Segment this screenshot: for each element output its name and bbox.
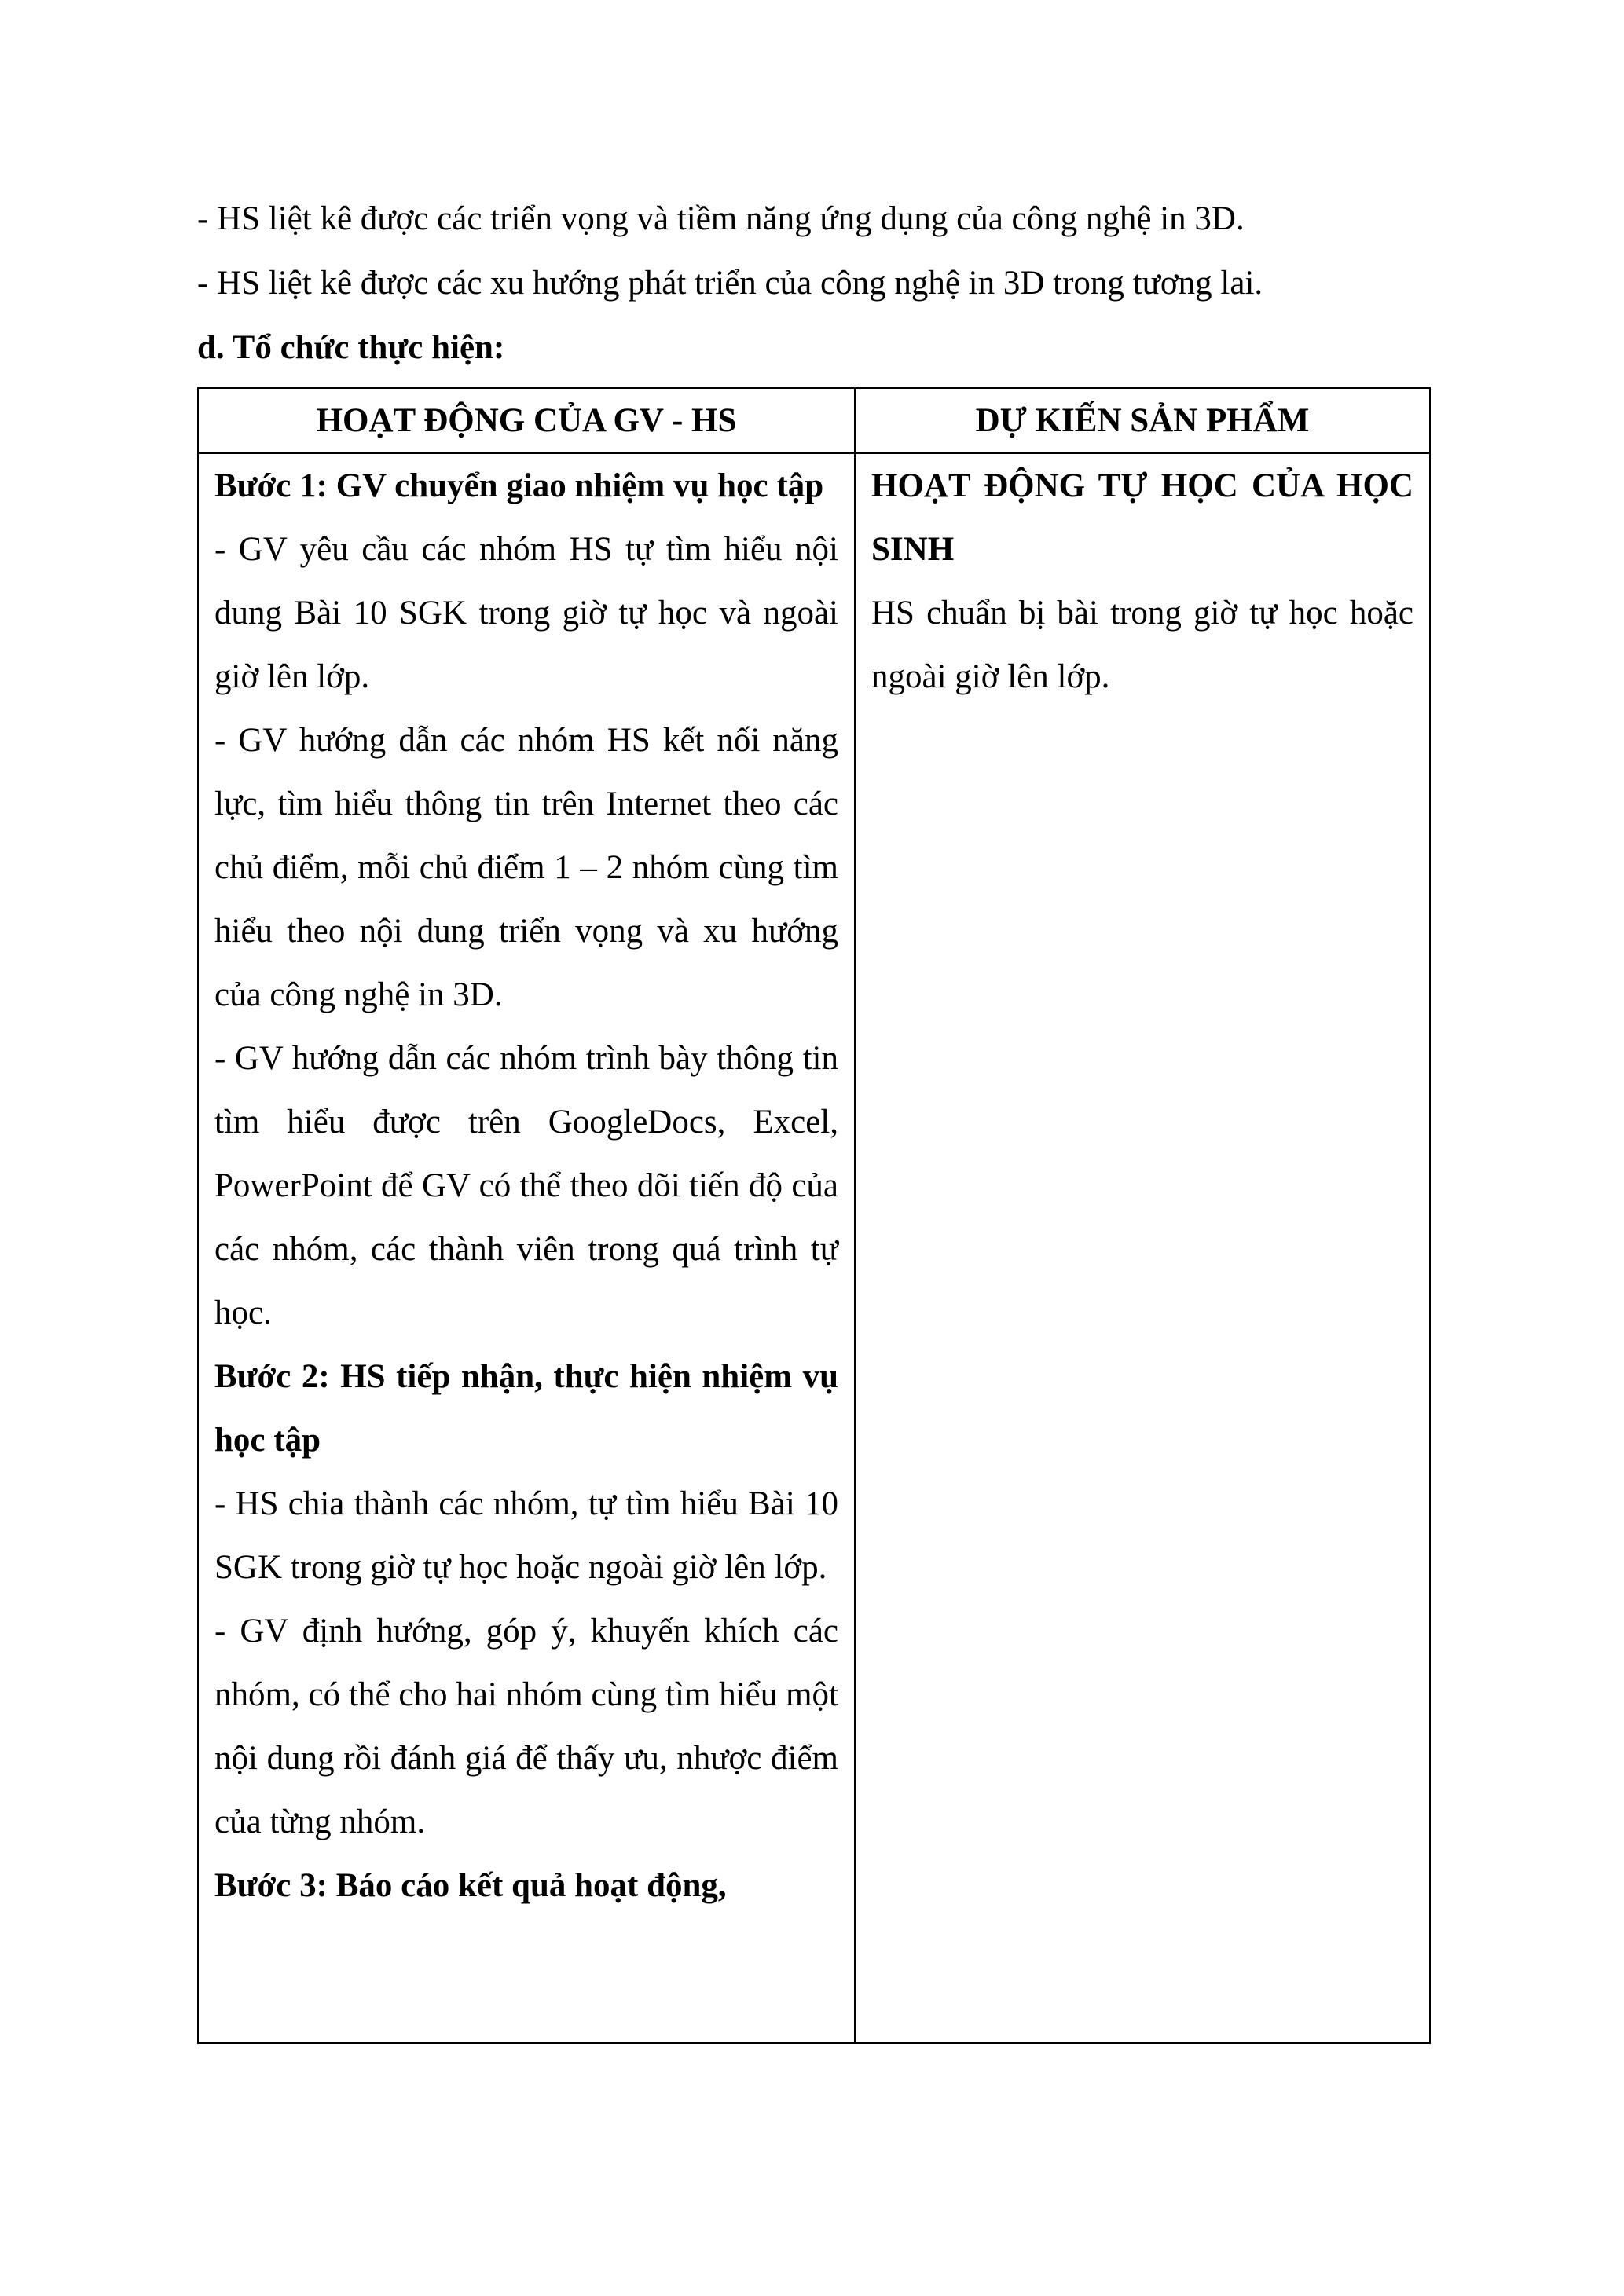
step-1-paragraph-1: - GV yêu cầu các nhóm HS tự tìm hiểu nội dung Bài 10 SGK trong giờ tự học và ngoài giờ lên lớp. [214,531,838,695]
header-teacher-student-activity: HOẠT ĐỘNG CỦA GV - HS [198,388,855,453]
step-2-paragraph-1: - HS chia thành các nhóm, tự tìm hiểu Bài 10 SGK trong giờ tự học hoặc ngoài giờ lên lớp. [214,1485,838,1586]
step-1-title: Bước 1: GV chuyển giao nhiệm vụ học tập [214,467,824,504]
step-3-title: Bước 3: Báo cáo kết quả hoạt động, [214,1867,727,1904]
section-heading: d. Tổ chức thực hiện: [197,329,505,366]
header-expected-product: DỰ KIẾN SẢN PHẨM [855,388,1430,453]
step-2-title: Bước 2: HS tiếp nhận, thực hiện nhiệm vụ học tập [214,1358,838,1459]
table-row [198,453,1430,2043]
activity-cell [198,453,855,2043]
self-study-title: HOẠT ĐỘNG TỰ HỌC CỦA HỌC SINH [871,467,1413,568]
step-2-paragraph-2: - GV định hướng, góp ý, khuyến khích các nhóm, có thể cho hai nhóm cùng tìm hiểu một nội dung rồi đánh giá để thấy ưu, nhược điểm của từng nhóm. [214,1613,838,1840]
step-1-paragraph-3: - GV hướng dẫn các nhóm trình bày thông tin tìm hiểu được trên GoogleDocs, Excel, PowerPoint để GV có thể theo dõi tiến độ của các nhóm, các thành viên trong quá trình tự học. [214,1040,838,1331]
activity-table [197,387,1431,2044]
objective-line-2: - HS liệt kê được các xu hướng phát triển của công nghệ in 3D trong tương lai. [197,265,1263,302]
self-study-paragraph: HS chuẩn bị bài trong giờ tự học hoặc ngoài giờ lên lớp. [871,595,1413,695]
table-header-row [198,388,1430,453]
objective-line-1: - HS liệt kê được các triển vọng và tiềm năng ứng dụng của công nghệ in 3D. [197,200,1245,237]
product-cell [855,453,1430,2043]
step-1-paragraph-2: - GV hướng dẫn các nhóm HS kết nối năng lực, tìm hiểu thông tin trên Internet theo các chủ điểm, mỗi chủ điểm 1 – 2 nhóm cùng tìm hiểu theo nội dung triển vọng và xu hướng của công nghệ in 3D. [214,722,838,1013]
